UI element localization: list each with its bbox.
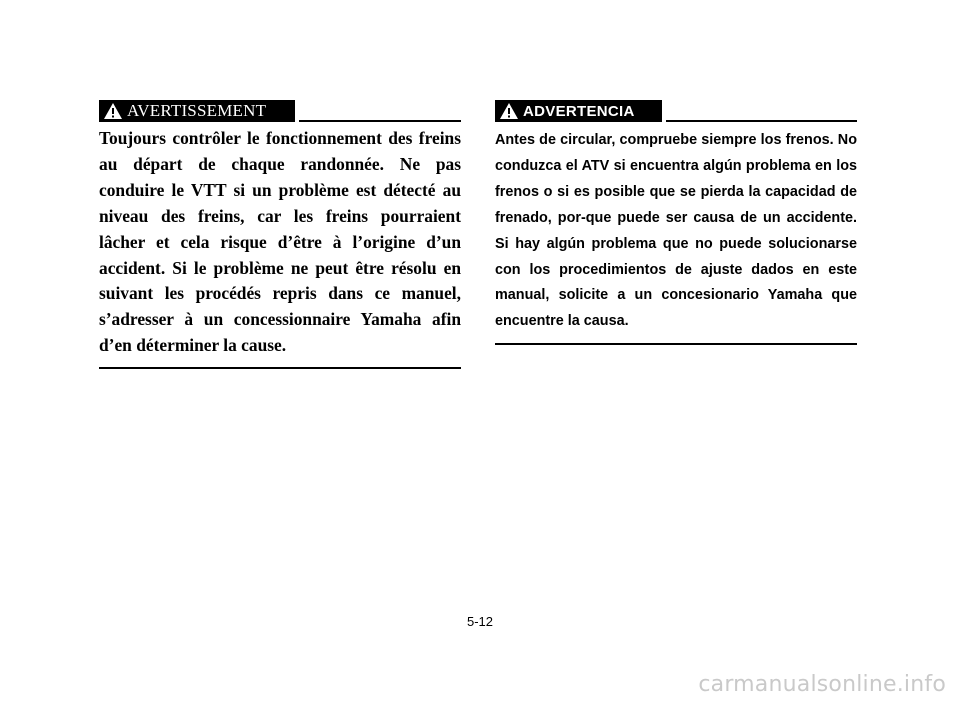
warning-block-french bbox=[99, 100, 461, 369]
header-rule bbox=[299, 120, 461, 122]
watermark: carmanualsonline.info bbox=[698, 672, 946, 697]
page-number: 5-12 bbox=[466, 614, 494, 629]
warning-header bbox=[99, 100, 461, 122]
warning-title: AVERTISSEMENT bbox=[127, 101, 267, 120]
warning-body: Toujours contrôler le fonctionnement des freins au départ de chaque randonnée. Ne pas conduire le VTT si un problème est détecté au niveau des freins, car les freins pourraient lâcher et cela risque d’être à l’origine d’un accident. Si le problème ne peut être résolu en suivant les procédés repris dans ce manuel, s’adresser à un concessionnaire Yamaha afin d’en déterminer la cause. bbox=[99, 128, 461, 356]
header-rule bbox=[666, 120, 857, 122]
warning-triangle-icon bbox=[103, 102, 123, 120]
warning-body: Antes de circular, compruebe siempre los frenos. No conduzca el ATV si encuentra algún problema en los frenos o si es posible que se pierda la capacidad de frenado, por-que puede ser causa de un accidente. Si hay algún problema que no puede solucionarse con los procedimientos de ajuste dados en este manual, solicite a un concesionario Yamaha que encuentre la causa. bbox=[495, 132, 857, 330]
bottom-rule bbox=[99, 367, 461, 369]
warning-header bbox=[495, 100, 857, 122]
warning-title: ADVERTENCIA bbox=[523, 102, 635, 120]
warning-label bbox=[495, 100, 662, 122]
warning-label bbox=[99, 100, 295, 122]
bottom-rule bbox=[495, 343, 857, 345]
warning-triangle-icon bbox=[499, 102, 519, 120]
warning-block-spanish bbox=[495, 100, 857, 345]
